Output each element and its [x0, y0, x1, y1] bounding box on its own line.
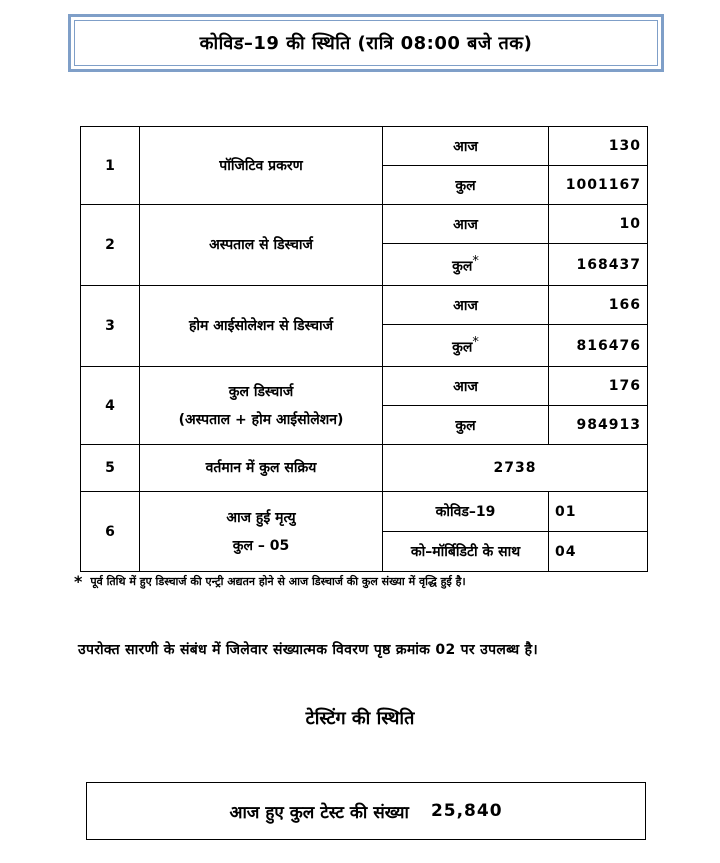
row-number: 4 — [81, 367, 140, 445]
row-label: वर्तमान में कुल सक्रिय — [140, 445, 383, 492]
total-label: कुल — [452, 258, 473, 275]
footnote — [74, 572, 684, 591]
footnote-asterisk: * — [74, 572, 83, 591]
total-value: 816476 — [549, 325, 648, 367]
today-value: 10 — [549, 205, 648, 244]
covid-death-label: कोविड–19 — [383, 492, 549, 532]
today-value: 176 — [549, 367, 648, 406]
row-label-line2: (अस्पताल + होम आईसोलेशन) — [178, 411, 344, 428]
total-cell — [383, 325, 549, 367]
table-row — [81, 205, 648, 244]
table-row — [81, 492, 648, 532]
total-value: 984913 — [549, 406, 648, 445]
row-label — [140, 367, 383, 445]
table-row — [81, 445, 648, 492]
row-number: 6 — [81, 492, 140, 572]
row-number: 1 — [81, 127, 140, 205]
title-box — [68, 14, 664, 72]
asterisk-mark: * — [472, 334, 479, 350]
today-label: आज — [383, 286, 549, 325]
active-value: 2738 — [383, 445, 648, 492]
today-label: आज — [383, 127, 549, 166]
row-label: अस्पताल से डिस्चार्ज — [140, 205, 383, 286]
today-value: 130 — [549, 127, 648, 166]
table-row — [81, 127, 648, 166]
footnote-text: पूर्व तिथि में हुए डिस्चार्ज की एन्ट्री अद्यतन होने से आज डिस्चार्ज की कुल संख्या में वृद्धि हुई है। — [90, 575, 466, 588]
total-cell — [383, 244, 549, 286]
row-label-line1: आज हुई मृत्यु — [226, 509, 296, 526]
total-label: कुल — [383, 406, 549, 445]
comorbidity-value: 04 — [549, 532, 648, 572]
test-count-value: 25,840 — [430, 801, 503, 821]
comorbidity-label: को–मॉर्बिडिटी के साथ — [383, 532, 549, 572]
total-label: कुल — [383, 166, 549, 205]
today-label: आज — [383, 205, 549, 244]
row-label — [140, 492, 383, 572]
test-count-box — [86, 782, 646, 840]
total-value: 1001167 — [549, 166, 648, 205]
covid-death-value: 01 — [549, 492, 648, 532]
total-label: कुल — [452, 339, 473, 356]
page-title: कोविड–19 की स्थिति (रात्रि 08:00 बजे तक) — [74, 20, 658, 66]
table-row — [81, 367, 648, 406]
table-row — [81, 286, 648, 325]
row-label-line1: कुल डिस्चार्ज — [228, 383, 294, 400]
total-value: 168437 — [549, 244, 648, 286]
row-label: होम आईसोलेशन से डिस्चार्ज — [140, 286, 383, 367]
today-label: आज — [383, 367, 549, 406]
asterisk-mark: * — [472, 253, 479, 269]
row-label-line2: कुल – 05 — [232, 537, 290, 554]
row-label: पॉजिटिव प्रकरण — [140, 127, 383, 205]
row-number: 5 — [81, 445, 140, 492]
testing-heading: टेस्टिंग की स्थिति — [305, 708, 415, 729]
today-value: 166 — [549, 286, 648, 325]
row-number: 2 — [81, 205, 140, 286]
test-count-label: आज हुए कुल टेस्ट की संख्या — [229, 802, 409, 823]
covid-status-table — [80, 126, 648, 572]
reference-note: उपरोक्त सारणी के संबंध में जिलेवार संख्यात्मक विवरण पृष्ठ क्रमांक 02 पर उपलब्ध है। — [78, 642, 538, 658]
row-number: 3 — [81, 286, 140, 367]
